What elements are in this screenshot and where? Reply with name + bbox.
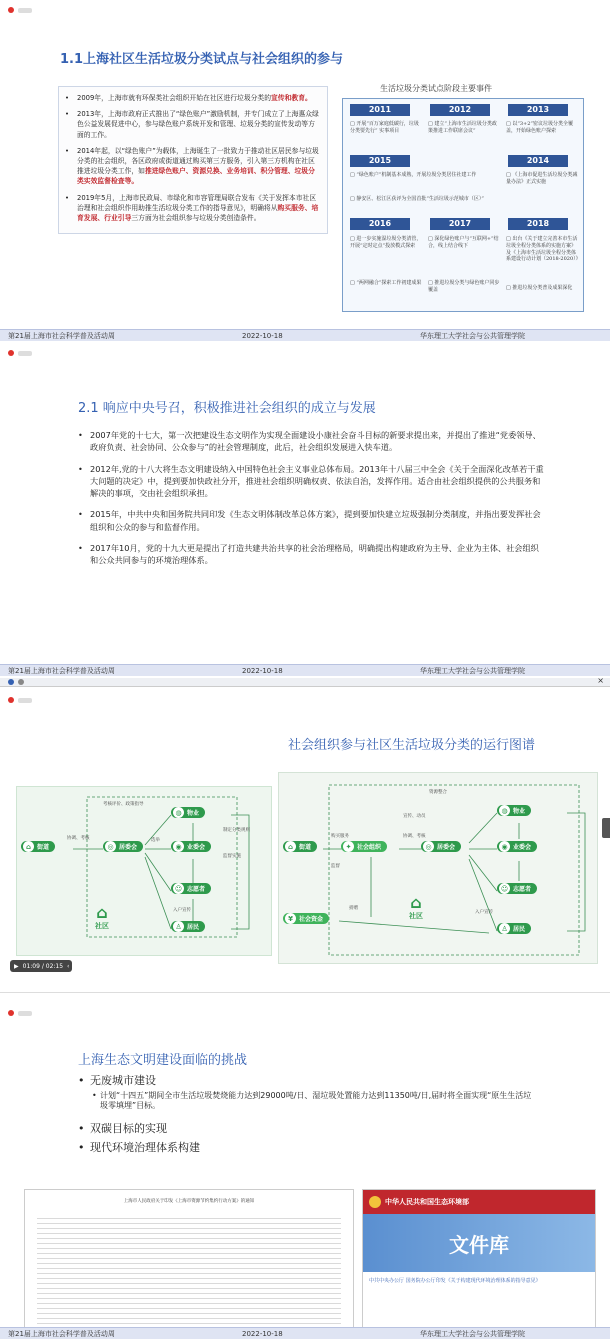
footer-school: 华东理工大学社会与公共管理学院 xyxy=(420,666,525,675)
recording-indicator xyxy=(8,4,32,16)
flow-label: 宣传、动员 xyxy=(403,814,426,819)
record-icon xyxy=(8,7,14,13)
node-property: ◍ 物业 xyxy=(497,805,531,816)
ministry-name: 中华人民共和国生态环境部 xyxy=(385,1198,469,1206)
flow-label: 监督 xyxy=(331,864,340,869)
footer-date: 2022-10-18 xyxy=(242,331,283,340)
flow-label: 监督实施 xyxy=(223,854,241,859)
challenge-list xyxy=(78,1073,528,1090)
player-control-icon[interactable] xyxy=(18,679,24,685)
flow-label: 入户宣传 xyxy=(475,910,493,915)
flow-label: 考核评价、政策指导 xyxy=(103,802,144,807)
list-item: • 2013年，上海市政府正式推出了“绿色账户”激励机制，并专门成立了上海惠众绿色公益发展促进中心，参与绿色账户系统开发和管理、垃圾分类的宣传发动等方面的工作。 xyxy=(65,109,319,140)
node-residents: ♙ 居民 xyxy=(497,923,531,934)
volunteer-icon: ☺ xyxy=(500,884,509,893)
node-volunteers: ☺ 志愿者 xyxy=(497,883,537,894)
flow-label: 协调、考核 xyxy=(403,834,426,839)
challenge-list xyxy=(78,1121,528,1162)
recording-indicator xyxy=(8,1007,32,1019)
emblem-icon xyxy=(369,1196,381,1208)
slide-1 xyxy=(0,0,610,343)
committee-icon: ◎ xyxy=(423,841,434,852)
footer-school: 华东理工大学社会与公共管理学院 xyxy=(420,1329,525,1338)
footer-date: 2022-10-18 xyxy=(242,666,283,675)
recording-indicator xyxy=(8,347,32,359)
side-expand-handle[interactable] xyxy=(602,818,610,838)
footer-bar xyxy=(0,1327,610,1339)
library-banner: 文件库 xyxy=(363,1214,595,1272)
event-text: □ 《上海市促进生活垃圾分类减量办法》正式实施 xyxy=(506,172,578,185)
organization-icon: ✦ xyxy=(343,841,354,852)
event-text: □ 推进垃圾分类与绿色账户同步覆盖 xyxy=(428,280,500,293)
record-icon xyxy=(8,1010,14,1016)
node-social-organization: ✦ 社会组织 xyxy=(341,841,387,852)
player-control-icon[interactable] xyxy=(8,679,14,685)
page-title: 社会组织参与社区生活垃圾分类的运行图谱 xyxy=(288,738,536,753)
year-label: 2014 xyxy=(508,155,568,167)
event-text: □ 深化绿色账户与“互联网+”结合，线上结合线下 xyxy=(428,236,499,249)
community-label: ⌂ 社区 xyxy=(95,903,109,930)
bullet-list xyxy=(78,429,546,573)
flow-label: 购买服务 xyxy=(331,834,349,839)
doc-caption: 中共中央办公厅 国务院办公厅印发《关于构建现代环境治理体系的指导意见》 xyxy=(369,1278,541,1284)
year-label: 2011 xyxy=(350,104,410,116)
video-controls[interactable] xyxy=(10,960,72,972)
flow-diagram-right xyxy=(278,772,598,964)
page-title: 1.1上海社区生活垃圾分类试点与社会组织的参与 xyxy=(60,52,344,67)
footer-event: 第21届上海市社会科学普及活动周 xyxy=(8,331,115,340)
person-icon: ♙ xyxy=(499,923,510,934)
community-label: ⌂ 社区 xyxy=(409,893,423,920)
event-text: □ 以“3+2”密议垃圾分类全覆盖，开始绿色账户探索 xyxy=(506,121,573,134)
list-item: • 2014年起，以“绿色账户”为载体，上海诞生了一批致力于推动社区居民参与垃圾分类的社会组织，各区政府或街道通过购买第三方服务，引入第三方机构在社区推进垃圾分类工作，如推进绿色账户、资源兑换、业务培训、积分管理、垃圾分类实效监督检查等。 xyxy=(65,146,319,187)
record-icon xyxy=(8,350,14,356)
footer-event: 第21届上海市社会科学普及活动周 xyxy=(8,666,115,675)
building-icon: ⌂ xyxy=(23,841,34,852)
flow-label: 协调、考核 xyxy=(67,836,90,841)
flow-label: 制定分类规则 xyxy=(223,828,250,833)
list-item: • 2007年党的十七大，第一次把建设生态文明作为实现全面建设小康社会奋斗目标的新要求提出来，并提出了推进“党委领导、政府负责、社会协同、公众参与”的社会管理制度，此后，社会组织发展进入快车道。 xyxy=(78,429,546,454)
list-item: • 2019年5月，上海市民政局、市绿化和市容管理局联合发布《关于发挥本市社区治理和社会组织作用助推生活垃圾分类工作的指导意见》，明确将从购买服务、培育发展、行业引导三方面为社会组织参与垃圾分类创造条件。 xyxy=(65,193,319,224)
event-text: □ 建立“上海市生活垃圾分类政策推进工作联席会议” xyxy=(428,121,497,134)
close-icon[interactable]: × xyxy=(597,678,604,685)
year-label: 2018 xyxy=(508,218,568,230)
list-item: • 双碳目标的实现 xyxy=(78,1121,528,1138)
committee-icon: ◉ xyxy=(173,841,184,852)
funds-icon: ¥ xyxy=(285,913,296,924)
house-icon: ⌂ xyxy=(410,893,422,912)
flow-diagram-left xyxy=(16,786,272,956)
timeline-title: 生活垃圾分类试点阶段主要事件 xyxy=(380,84,492,93)
policy-document-image xyxy=(24,1189,354,1329)
event-text: □ 开展“百万家庭低碳行，垃圾分类要先行” 实事项目 xyxy=(350,121,419,134)
chevron-left-icon[interactable]: ‹ xyxy=(67,962,70,970)
property-icon: ◍ xyxy=(173,807,184,818)
event-text: □ “两网融合”探索工作初建成果 xyxy=(350,280,422,286)
footer-bar xyxy=(0,329,610,341)
year-label: 2012 xyxy=(430,104,490,116)
flow-label: 选举 xyxy=(151,838,160,843)
flow-label: 资源整合 xyxy=(429,790,447,795)
flow-label: 捐赠 xyxy=(349,906,358,911)
flow-arrows xyxy=(279,773,599,965)
list-item: • 现代环境治理体系构建 xyxy=(78,1140,528,1157)
year-label: 2015 xyxy=(350,155,410,167)
record-icon xyxy=(8,697,14,703)
footer-school: 华东理工大学社会与公共管理学院 xyxy=(420,331,525,340)
volunteer-icon: ☺ xyxy=(174,884,183,893)
event-text: □ 出台《关于建立完善本市生活垃圾全程分类体系的实施方案》及《上海市生活垃圾全程分类体系建设行动计划（2018-2020）》 xyxy=(506,236,581,263)
list-item: • 2017年10月，党的十九大更是提出了打造共建共治共享的社会治理格局，明确提出构建政府为主导、企业为主体、社会组织和公众共同参与的环境治理体系。 xyxy=(78,542,546,567)
node-owners-committee: ◉ 业委会 xyxy=(171,841,211,852)
slide-3 xyxy=(0,678,610,978)
play-icon[interactable]: ▶ xyxy=(14,962,19,970)
event-text: □ 进一步实施湿垃圾分类清管，开展“定时定点”投放模式探索 xyxy=(350,236,422,249)
node-street: ⌂ 街道 xyxy=(283,841,317,852)
year-label: 2016 xyxy=(350,218,410,230)
player-top-bar xyxy=(0,678,610,687)
flow-label: 入户宣传 xyxy=(173,908,191,913)
event-text: □ “绿色账户”机制基本成熟，开展垃圾分类居住社建工作 xyxy=(350,172,477,178)
video-time: 01:09 / 02:15 xyxy=(22,962,64,970)
footer-bar xyxy=(0,664,610,676)
person-icon: ♙ xyxy=(173,921,184,932)
event-text: □ 推进垃圾分类普及成果深化 xyxy=(506,285,573,291)
footer-date: 2022-10-18 xyxy=(242,1329,283,1338)
node-residents: ♙ 居民 xyxy=(171,921,205,932)
list-item: • 2015年，中共中央和国务院共同印发《生态文明体制改革总体方案》，提到要加快建立垃圾强制分类制度，并指出要发挥社会组织和公众的参与和监督作用。 xyxy=(78,508,546,533)
doc-title: 上海市人民政府关于印发《上海市资源节约集约行动方案》的通知 xyxy=(123,1199,255,1204)
sub-item: • 计划“十四五”期间全市生活垃圾焚烧能力达到29000吨/日、湿垃圾处置能力达到11350吨/日,届时将全面实现“原生生活垃圾零填埋”目标。 xyxy=(92,1091,532,1111)
node-owners-committee: ◉ 业委会 xyxy=(497,841,537,852)
recording-indicator xyxy=(8,694,32,706)
event-text: □ 静安区、松江区获评为全国首批“生活垃圾示范城市（区）” xyxy=(350,196,484,202)
bullet-list xyxy=(58,86,328,234)
year-label: 2013 xyxy=(508,104,568,116)
list-item: • 无废城市建设 xyxy=(78,1073,528,1090)
list-item: • 2012年,党的十八大将生态文明建设纳入中国特色社会主义事业总体布局。2013年十八届三中全会《关于全面深化改革若干重大问题的决定》中，提到要加快政社分开，推进社会组织明确权责、依法自治，发挥作用。适合由社会组织提供的公共服务和解决的事项，交由社会组织承担。 xyxy=(78,463,546,500)
property-icon: ◍ xyxy=(499,805,510,816)
list-item: • 2009年，上海市就有环保类社会组织开始在社区进行垃圾分类的宣传和教育。 xyxy=(65,93,319,103)
node-property: ◍ 物业 xyxy=(171,807,205,818)
year-label: 2017 xyxy=(430,218,490,230)
node-volunteers: ☺ 志愿者 xyxy=(171,883,211,894)
slide-2 xyxy=(0,343,610,678)
ministry-website-image xyxy=(362,1189,596,1329)
flow-arrows xyxy=(17,787,273,957)
footer-event: 第21届上海市社会科学普及活动周 xyxy=(8,1329,115,1338)
building-icon: ⌂ xyxy=(285,841,296,852)
node-neighborhood-committee: ◎ 居委会 xyxy=(421,841,461,852)
node-street: ⌂ 街道 xyxy=(21,841,55,852)
page-title: 上海生态文明建设面临的挑战 xyxy=(78,1053,248,1068)
house-icon: ⌂ xyxy=(96,903,108,922)
node-social-funds: ¥ 社会资金 xyxy=(283,913,329,924)
committee-icon: ◉ xyxy=(499,841,510,852)
page-title: 2.1 响应中央号召，积极推进社会组织的成立与发展 xyxy=(78,401,376,416)
committee-icon: ◎ xyxy=(105,841,116,852)
slide-4 xyxy=(0,992,610,1339)
node-neighborhood-committee: ◎ 居委会 xyxy=(103,841,143,852)
